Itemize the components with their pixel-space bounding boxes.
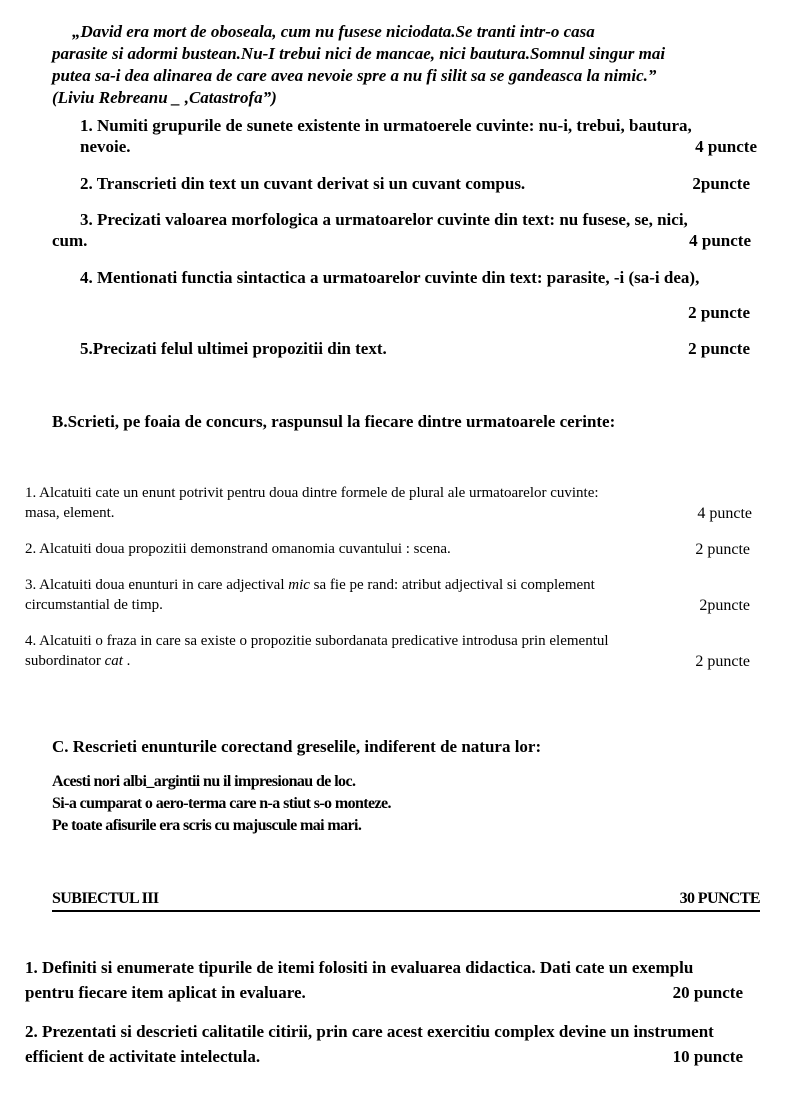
question-points: 2 puncte — [688, 339, 750, 358]
question-text-part: . — [122, 653, 131, 669]
question-text: 1. Definiti si enumerate tipurile de itemi folositi in evaluarea didactica. Dati cate un exemplu — [25, 958, 694, 977]
sentence-item: Si-a cumparat o aero-terma care n-a stiut s-o monteze. — [52, 795, 391, 812]
sentence-item: Pe toate afisurile era scris cu majuscule mai mari. — [52, 817, 362, 834]
quote-line: putea sa-i dea alinarea de care avea nevoie spre a nu fi silit sa se gandeasca la nimic.” — [52, 66, 657, 85]
question-text — [25, 577, 595, 594]
question-text: 5.Precizati felul ultimei propozitii din text. — [80, 339, 387, 358]
section-heading: C. Rescrieti enunturile corectand greselile, indiferent de natura lor: — [52, 737, 542, 756]
question-points: 2puncte — [692, 174, 750, 193]
question-text: 1. Numiti grupurile de sunete existente in urmatoerele cuvinte: nu-i, trebui, bautura, — [80, 116, 692, 135]
quote-source: (Liviu Rebreanu _ ,Catastrofa”) — [52, 88, 277, 107]
question-points: 2 puncte — [695, 653, 750, 670]
question-points: 2 puncte — [695, 541, 750, 558]
subject-title: SUBIECTUL III — [52, 890, 159, 907]
heading-rule — [52, 910, 760, 912]
question-points: 4 puncte — [697, 505, 752, 522]
section-heading: B.Scrieti, pe foaia de concurs, raspunsul la fiecare dintre urmatoarele cerinte: — [52, 412, 616, 431]
emphasized-word: mic — [288, 577, 310, 593]
question-text: 2. Alcatuiti doua propozitii demonstrand omanomia cuvantului : scena. — [25, 541, 451, 557]
quote-line: „David era mort de oboseala, cum nu fusese niciodata.Se tranti intr-o casa — [72, 22, 595, 41]
question-text-part: subordinator — [25, 653, 105, 669]
question-points: 10 puncte — [672, 1047, 743, 1066]
question-text: 2. Transcrieti din text un cuvant derivat si un cuvant compus. — [80, 174, 526, 193]
quote-line: parasite si adormi bustean.Nu-I trebui nici de mancae, nici bautura.Somnul singur mai — [52, 44, 666, 63]
question-text: 4. Alcatuiti o fraza in care sa existe o propozitie subordanata predicative introdusa prin elementul — [25, 633, 609, 649]
question-text: 1. Alcatuiti cate un enunt potrivit pentru doua dintre formele de plural ale urmatoarelor cuvinte: — [25, 485, 599, 501]
question-text: cum. — [52, 231, 88, 250]
question-points: 2 puncte — [688, 303, 750, 322]
question-text: 4. Mentionati functia sintactica a urmatoarelor cuvinte din text: parasite, -i (sa-i dea), — [80, 268, 700, 287]
question-text-part: 3. Alcatuiti doua enunturi in care adjectival — [25, 577, 289, 593]
question-text: masa, element. — [25, 505, 115, 521]
subject-points: 30 PUNCTE — [679, 890, 760, 907]
question-text: efficient de activitate intelectula. — [25, 1047, 261, 1066]
question-text: circumstantial de timp. — [25, 597, 163, 613]
question-points: 4 puncte — [689, 231, 751, 250]
question-text: 2. Prezentati si descrieti calitatile citirii, prin care acest exercitiu complex devine un instrument — [25, 1022, 714, 1041]
question-points: 4 puncte — [695, 137, 757, 156]
question-text: pentru fiecare item aplicat in evaluare. — [25, 983, 306, 1002]
question-text — [25, 653, 130, 670]
question-text: 3. Precizati valoarea morfologica a urmatoarelor cuvinte din text: nu fusese, se, nici, — [80, 210, 688, 229]
question-text-part: sa fie pe rand: atribut adjectival si complement — [309, 577, 595, 593]
sentence-item: Acesti nori albi_argintii nu il impresionau de loc. — [52, 773, 356, 790]
question-points: 2puncte — [699, 597, 750, 614]
emphasized-word: cat — [104, 653, 123, 669]
question-text: nevoie. — [80, 137, 131, 156]
question-points: 20 puncte — [672, 983, 743, 1002]
